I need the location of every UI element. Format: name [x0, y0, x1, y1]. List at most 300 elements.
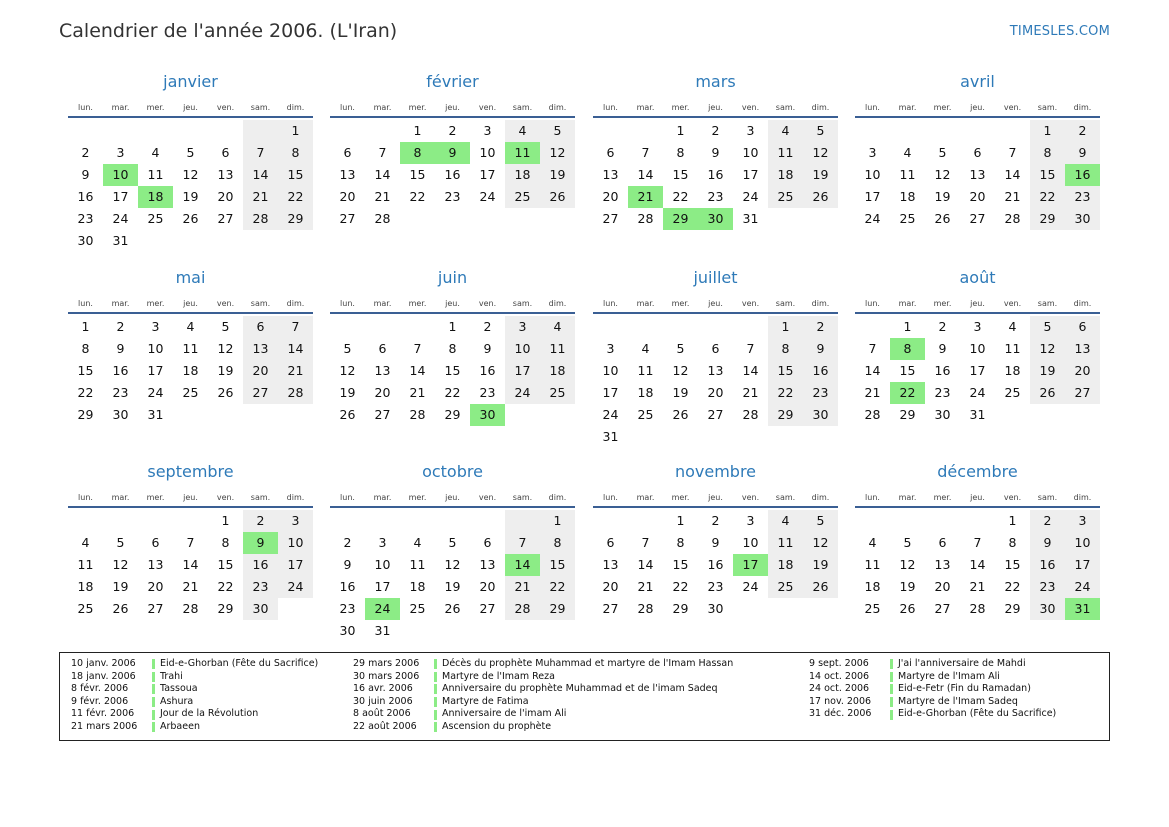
day-cell[interactable]: 1: [903, 319, 912, 334]
day-cell[interactable]: 24: [969, 385, 986, 400]
day-cell[interactable]: 13: [374, 363, 391, 378]
day-cell[interactable]: 15: [217, 557, 234, 572]
day-cell[interactable]: 5: [803, 510, 838, 532]
day-cell[interactable]: 28: [182, 601, 199, 616]
day-cell[interactable]: 11: [540, 338, 575, 360]
day-cell[interactable]: 26: [339, 407, 356, 422]
day-cell[interactable]: 26: [1030, 382, 1065, 404]
day-cell[interactable]: 4: [868, 535, 877, 550]
day-cell[interactable]: 3: [1065, 510, 1100, 532]
day-cell[interactable]: 9: [1065, 142, 1100, 164]
holiday-day[interactable]: 9: [435, 142, 470, 164]
day-cell[interactable]: 10: [602, 363, 619, 378]
day-cell[interactable]: 20: [374, 385, 391, 400]
day-cell[interactable]: 24: [1065, 576, 1100, 598]
day-cell[interactable]: 1: [768, 316, 803, 338]
day-cell[interactable]: 15: [1030, 164, 1065, 186]
day-cell[interactable]: 28: [969, 601, 986, 616]
day-cell[interactable]: 8: [278, 142, 313, 164]
day-cell[interactable]: 31: [602, 429, 619, 444]
day-cell[interactable]: 9: [711, 145, 720, 160]
day-cell[interactable]: 13: [707, 363, 724, 378]
day-cell[interactable]: 5: [186, 145, 195, 160]
day-cell[interactable]: 8: [676, 145, 685, 160]
day-cell[interactable]: 6: [343, 145, 352, 160]
day-cell[interactable]: 10: [742, 145, 759, 160]
day-cell[interactable]: 19: [339, 385, 356, 400]
day-cell[interactable]: 15: [768, 360, 803, 382]
day-cell[interactable]: 1: [1008, 513, 1017, 528]
day-cell[interactable]: 4: [903, 145, 912, 160]
day-cell[interactable]: 19: [444, 579, 461, 594]
day-cell[interactable]: 22: [409, 189, 426, 204]
day-cell[interactable]: 4: [186, 319, 195, 334]
day-cell[interactable]: 12: [672, 363, 689, 378]
day-cell[interactable]: 14: [742, 363, 759, 378]
day-cell[interactable]: 23: [479, 385, 496, 400]
day-cell[interactable]: 21: [374, 189, 391, 204]
day-cell[interactable]: 13: [602, 557, 619, 572]
day-cell[interactable]: 23: [707, 579, 724, 594]
day-cell[interactable]: 15: [278, 164, 313, 186]
holiday-day[interactable]: 8: [400, 142, 435, 164]
day-cell[interactable]: 30: [1065, 208, 1100, 230]
day-cell[interactable]: 24: [112, 211, 129, 226]
day-cell[interactable]: 17: [1065, 554, 1100, 576]
day-cell[interactable]: 21: [182, 579, 199, 594]
day-cell[interactable]: 30: [803, 404, 838, 426]
day-cell[interactable]: 19: [182, 189, 199, 204]
day-cell[interactable]: 14: [969, 557, 986, 572]
day-cell[interactable]: 9: [711, 535, 720, 550]
day-cell[interactable]: 15: [540, 554, 575, 576]
day-cell[interactable]: 2: [448, 123, 457, 138]
day-cell[interactable]: 22: [444, 385, 461, 400]
day-cell[interactable]: 16: [707, 557, 724, 572]
day-cell[interactable]: 20: [147, 579, 164, 594]
day-cell[interactable]: 19: [672, 385, 689, 400]
day-cell[interactable]: 30: [112, 407, 129, 422]
day-cell[interactable]: 6: [221, 145, 230, 160]
day-cell[interactable]: 14: [374, 167, 391, 182]
day-cell[interactable]: 7: [243, 142, 278, 164]
day-cell[interactable]: 8: [221, 535, 230, 550]
day-cell[interactable]: 17: [602, 385, 619, 400]
day-cell[interactable]: 25: [768, 576, 803, 598]
day-cell[interactable]: 4: [768, 510, 803, 532]
day-cell[interactable]: 16: [707, 167, 724, 182]
day-cell[interactable]: 1: [448, 319, 457, 334]
day-cell[interactable]: 19: [803, 554, 838, 576]
day-cell[interactable]: 7: [186, 535, 195, 550]
day-cell[interactable]: 11: [147, 167, 164, 182]
day-cell[interactable]: 25: [899, 211, 916, 226]
day-cell[interactable]: 13: [602, 167, 619, 182]
day-cell[interactable]: 27: [243, 382, 278, 404]
day-cell[interactable]: 23: [444, 189, 461, 204]
day-cell[interactable]: 5: [116, 535, 125, 550]
day-cell[interactable]: 18: [768, 554, 803, 576]
day-cell[interactable]: 2: [1065, 120, 1100, 142]
day-cell[interactable]: 20: [1065, 360, 1100, 382]
day-cell[interactable]: 31: [742, 211, 759, 226]
day-cell[interactable]: 12: [934, 167, 951, 182]
day-cell[interactable]: 2: [1030, 510, 1065, 532]
day-cell[interactable]: 29: [672, 601, 689, 616]
day-cell[interactable]: 18: [540, 360, 575, 382]
day-cell[interactable]: 19: [803, 164, 838, 186]
day-cell[interactable]: 12: [444, 557, 461, 572]
day-cell[interactable]: 6: [151, 535, 160, 550]
day-cell[interactable]: 29: [1030, 208, 1065, 230]
day-cell[interactable]: 8: [1008, 535, 1017, 550]
holiday-day[interactable]: 14: [505, 554, 540, 576]
day-cell[interactable]: 3: [116, 145, 125, 160]
day-cell[interactable]: 13: [479, 557, 496, 572]
day-cell[interactable]: 11: [77, 557, 94, 572]
day-cell[interactable]: 17: [505, 360, 540, 382]
day-cell[interactable]: 5: [803, 120, 838, 142]
day-cell[interactable]: 9: [81, 167, 90, 182]
day-cell[interactable]: 18: [77, 579, 94, 594]
day-cell[interactable]: 8: [676, 535, 685, 550]
day-cell[interactable]: 7: [868, 341, 877, 356]
day-cell[interactable]: 25: [1004, 385, 1021, 400]
day-cell[interactable]: 20: [707, 385, 724, 400]
day-cell[interactable]: 22: [217, 579, 234, 594]
day-cell[interactable]: 11: [864, 557, 881, 572]
day-cell[interactable]: 18: [505, 164, 540, 186]
day-cell[interactable]: 25: [540, 382, 575, 404]
day-cell[interactable]: 9: [938, 341, 947, 356]
day-cell[interactable]: 10: [742, 535, 759, 550]
day-cell[interactable]: 3: [278, 510, 313, 532]
day-cell[interactable]: 9: [1030, 532, 1065, 554]
day-cell[interactable]: 12: [540, 142, 575, 164]
holiday-day[interactable]: 31: [1065, 598, 1100, 620]
day-cell[interactable]: 7: [1008, 145, 1017, 160]
day-cell[interactable]: 26: [182, 211, 199, 226]
day-cell[interactable]: 12: [217, 341, 234, 356]
day-cell[interactable]: 20: [243, 360, 278, 382]
day-cell[interactable]: 28: [637, 211, 654, 226]
day-cell[interactable]: 5: [676, 341, 685, 356]
day-cell[interactable]: 4: [81, 535, 90, 550]
day-cell[interactable]: 11: [637, 363, 654, 378]
day-cell[interactable]: 15: [899, 363, 916, 378]
day-cell[interactable]: 12: [1030, 338, 1065, 360]
holiday-day[interactable]: 17: [733, 554, 768, 576]
day-cell[interactable]: 29: [540, 598, 575, 620]
day-cell[interactable]: 9: [116, 341, 125, 356]
day-cell[interactable]: 21: [864, 385, 881, 400]
day-cell[interactable]: 10: [147, 341, 164, 356]
holiday-day[interactable]: 24: [365, 598, 400, 620]
day-cell[interactable]: 1: [1030, 120, 1065, 142]
day-cell[interactable]: 1: [221, 513, 230, 528]
holiday-day[interactable]: 18: [138, 186, 173, 208]
day-cell[interactable]: 19: [112, 579, 129, 594]
day-cell[interactable]: 21: [243, 186, 278, 208]
day-cell[interactable]: 28: [505, 598, 540, 620]
day-cell[interactable]: 2: [116, 319, 125, 334]
day-cell[interactable]: 26: [672, 407, 689, 422]
holiday-day[interactable]: 10: [103, 164, 138, 186]
day-cell[interactable]: 15: [77, 363, 94, 378]
day-cell[interactable]: 10: [505, 338, 540, 360]
day-cell[interactable]: 4: [641, 341, 650, 356]
day-cell[interactable]: 22: [278, 186, 313, 208]
day-cell[interactable]: 27: [707, 407, 724, 422]
day-cell[interactable]: 12: [803, 142, 838, 164]
day-cell[interactable]: 10: [1065, 532, 1100, 554]
day-cell[interactable]: 14: [278, 338, 313, 360]
day-cell[interactable]: 18: [1004, 363, 1021, 378]
day-cell[interactable]: 24: [147, 385, 164, 400]
day-cell[interactable]: 21: [505, 576, 540, 598]
day-cell[interactable]: 26: [444, 601, 461, 616]
day-cell[interactable]: 30: [934, 407, 951, 422]
day-cell[interactable]: 25: [409, 601, 426, 616]
day-cell[interactable]: 28: [409, 407, 426, 422]
day-cell[interactable]: 13: [934, 557, 951, 572]
day-cell[interactable]: 18: [182, 363, 199, 378]
day-cell[interactable]: 25: [77, 601, 94, 616]
day-cell[interactable]: 17: [969, 363, 986, 378]
day-cell[interactable]: 21: [742, 385, 759, 400]
holiday-day[interactable]: 29: [663, 208, 698, 230]
day-cell[interactable]: 18: [768, 164, 803, 186]
day-cell[interactable]: 2: [243, 510, 278, 532]
day-cell[interactable]: 26: [540, 186, 575, 208]
day-cell[interactable]: 9: [483, 341, 492, 356]
day-cell[interactable]: 26: [803, 186, 838, 208]
day-cell[interactable]: 21: [409, 385, 426, 400]
holiday-day[interactable]: 30: [470, 404, 505, 426]
day-cell[interactable]: 2: [81, 145, 90, 160]
day-cell[interactable]: 29: [77, 407, 94, 422]
site-link[interactable]: TIMESLES.COM: [1009, 24, 1110, 39]
day-cell[interactable]: 14: [182, 557, 199, 572]
day-cell[interactable]: 2: [711, 123, 720, 138]
day-cell[interactable]: 22: [672, 579, 689, 594]
day-cell[interactable]: 11: [768, 532, 803, 554]
day-cell[interactable]: 31: [374, 623, 391, 638]
day-cell[interactable]: 5: [221, 319, 230, 334]
holiday-day[interactable]: 16: [1065, 164, 1100, 186]
day-cell[interactable]: 15: [672, 557, 689, 572]
day-cell[interactable]: 24: [742, 579, 759, 594]
day-cell[interactable]: 16: [243, 554, 278, 576]
day-cell[interactable]: 3: [973, 319, 982, 334]
day-cell[interactable]: 29: [899, 407, 916, 422]
day-cell[interactable]: 23: [77, 211, 94, 226]
holiday-day[interactable]: 8: [890, 338, 925, 360]
day-cell[interactable]: 5: [343, 341, 352, 356]
day-cell[interactable]: 26: [899, 601, 916, 616]
day-cell[interactable]: 28: [742, 407, 759, 422]
day-cell[interactable]: 5: [540, 120, 575, 142]
day-cell[interactable]: 8: [540, 532, 575, 554]
day-cell[interactable]: 20: [969, 189, 986, 204]
day-cell[interactable]: 27: [217, 211, 234, 226]
day-cell[interactable]: 6: [973, 145, 982, 160]
day-cell[interactable]: 27: [969, 211, 986, 226]
day-cell[interactable]: 24: [479, 189, 496, 204]
day-cell[interactable]: 21: [278, 360, 313, 382]
day-cell[interactable]: 30: [243, 598, 278, 620]
day-cell[interactable]: 3: [868, 145, 877, 160]
day-cell[interactable]: 2: [343, 535, 352, 550]
day-cell[interactable]: 9: [803, 338, 838, 360]
day-cell[interactable]: 1: [676, 513, 685, 528]
day-cell[interactable]: 22: [768, 382, 803, 404]
day-cell[interactable]: 3: [151, 319, 160, 334]
day-cell[interactable]: 27: [147, 601, 164, 616]
day-cell[interactable]: 19: [1030, 360, 1065, 382]
day-cell[interactable]: 25: [147, 211, 164, 226]
day-cell[interactable]: 5: [938, 145, 947, 160]
day-cell[interactable]: 6: [711, 341, 720, 356]
day-cell[interactable]: 25: [768, 186, 803, 208]
day-cell[interactable]: 27: [602, 601, 619, 616]
day-cell[interactable]: 6: [243, 316, 278, 338]
day-cell[interactable]: 20: [602, 189, 619, 204]
day-cell[interactable]: 21: [637, 579, 654, 594]
day-cell[interactable]: 6: [378, 341, 387, 356]
day-cell[interactable]: 27: [374, 407, 391, 422]
day-cell[interactable]: 26: [803, 576, 838, 598]
day-cell[interactable]: 14: [243, 164, 278, 186]
day-cell[interactable]: 10: [278, 532, 313, 554]
day-cell[interactable]: 23: [1065, 186, 1100, 208]
day-cell[interactable]: 29: [768, 404, 803, 426]
day-cell[interactable]: 3: [505, 316, 540, 338]
day-cell[interactable]: 30: [339, 623, 356, 638]
day-cell[interactable]: 12: [899, 557, 916, 572]
day-cell[interactable]: 20: [339, 189, 356, 204]
day-cell[interactable]: 7: [378, 145, 387, 160]
day-cell[interactable]: 4: [505, 120, 540, 142]
day-cell[interactable]: 28: [1004, 211, 1021, 226]
day-cell[interactable]: 13: [969, 167, 986, 182]
day-cell[interactable]: 5: [903, 535, 912, 550]
day-cell[interactable]: 4: [768, 120, 803, 142]
day-cell[interactable]: 17: [864, 189, 881, 204]
day-cell[interactable]: 11: [1004, 341, 1021, 356]
day-cell[interactable]: 7: [413, 341, 422, 356]
holiday-day[interactable]: 30: [698, 208, 733, 230]
day-cell[interactable]: 23: [339, 601, 356, 616]
day-cell[interactable]: 3: [606, 341, 615, 356]
day-cell[interactable]: 17: [112, 189, 129, 204]
day-cell[interactable]: 27: [934, 601, 951, 616]
day-cell[interactable]: 20: [934, 579, 951, 594]
day-cell[interactable]: 1: [540, 510, 575, 532]
day-cell[interactable]: 3: [378, 535, 387, 550]
day-cell[interactable]: 7: [505, 532, 540, 554]
day-cell[interactable]: 8: [81, 341, 90, 356]
day-cell[interactable]: 18: [864, 579, 881, 594]
day-cell[interactable]: 22: [540, 576, 575, 598]
day-cell[interactable]: 29: [1004, 601, 1021, 616]
holiday-day[interactable]: 9: [243, 532, 278, 554]
day-cell[interactable]: 26: [934, 211, 951, 226]
day-cell[interactable]: 6: [938, 535, 947, 550]
day-cell[interactable]: 14: [637, 557, 654, 572]
day-cell[interactable]: 17: [479, 167, 496, 182]
day-cell[interactable]: 4: [540, 316, 575, 338]
day-cell[interactable]: 23: [112, 385, 129, 400]
day-cell[interactable]: 24: [278, 576, 313, 598]
day-cell[interactable]: 18: [409, 579, 426, 594]
day-cell[interactable]: 10: [374, 557, 391, 572]
day-cell[interactable]: 13: [243, 338, 278, 360]
day-cell[interactable]: 20: [217, 189, 234, 204]
day-cell[interactable]: 28: [243, 208, 278, 230]
day-cell[interactable]: 12: [339, 363, 356, 378]
day-cell[interactable]: 8: [448, 341, 457, 356]
day-cell[interactable]: 1: [676, 123, 685, 138]
day-cell[interactable]: 27: [1065, 382, 1100, 404]
day-cell[interactable]: 18: [899, 189, 916, 204]
day-cell[interactable]: 1: [278, 120, 313, 142]
day-cell[interactable]: 19: [217, 363, 234, 378]
day-cell[interactable]: 23: [934, 385, 951, 400]
day-cell[interactable]: 13: [339, 167, 356, 182]
day-cell[interactable]: 2: [803, 316, 838, 338]
day-cell[interactable]: 22: [77, 385, 94, 400]
day-cell[interactable]: 31: [147, 407, 164, 422]
day-cell[interactable]: 23: [707, 189, 724, 204]
day-cell[interactable]: 25: [637, 407, 654, 422]
day-cell[interactable]: 16: [339, 579, 356, 594]
day-cell[interactable]: 28: [374, 211, 391, 226]
day-cell[interactable]: 25: [864, 601, 881, 616]
day-cell[interactable]: 4: [151, 145, 160, 160]
day-cell[interactable]: 1: [413, 123, 422, 138]
day-cell[interactable]: 7: [641, 535, 650, 550]
day-cell[interactable]: 11: [899, 167, 916, 182]
day-cell[interactable]: 11: [768, 142, 803, 164]
day-cell[interactable]: 29: [444, 407, 461, 422]
day-cell[interactable]: 16: [934, 363, 951, 378]
day-cell[interactable]: 10: [479, 145, 496, 160]
day-cell[interactable]: 25: [182, 385, 199, 400]
day-cell[interactable]: 20: [602, 579, 619, 594]
day-cell[interactable]: 6: [606, 535, 615, 550]
day-cell[interactable]: 11: [409, 557, 426, 572]
day-cell[interactable]: 14: [637, 167, 654, 182]
day-cell[interactable]: 10: [864, 167, 881, 182]
day-cell[interactable]: 14: [864, 363, 881, 378]
day-cell[interactable]: 8: [768, 338, 803, 360]
day-cell[interactable]: 26: [112, 601, 129, 616]
day-cell[interactable]: 31: [969, 407, 986, 422]
day-cell[interactable]: 3: [483, 123, 492, 138]
day-cell[interactable]: 16: [803, 360, 838, 382]
day-cell[interactable]: 31: [112, 233, 129, 248]
day-cell[interactable]: 23: [803, 382, 838, 404]
holiday-day[interactable]: 22: [890, 382, 925, 404]
day-cell[interactable]: 30: [707, 601, 724, 616]
day-cell[interactable]: 15: [444, 363, 461, 378]
day-cell[interactable]: 29: [217, 601, 234, 616]
day-cell[interactable]: 7: [973, 535, 982, 550]
day-cell[interactable]: 19: [540, 164, 575, 186]
day-cell[interactable]: 15: [1004, 557, 1021, 572]
day-cell[interactable]: 3: [746, 123, 755, 138]
